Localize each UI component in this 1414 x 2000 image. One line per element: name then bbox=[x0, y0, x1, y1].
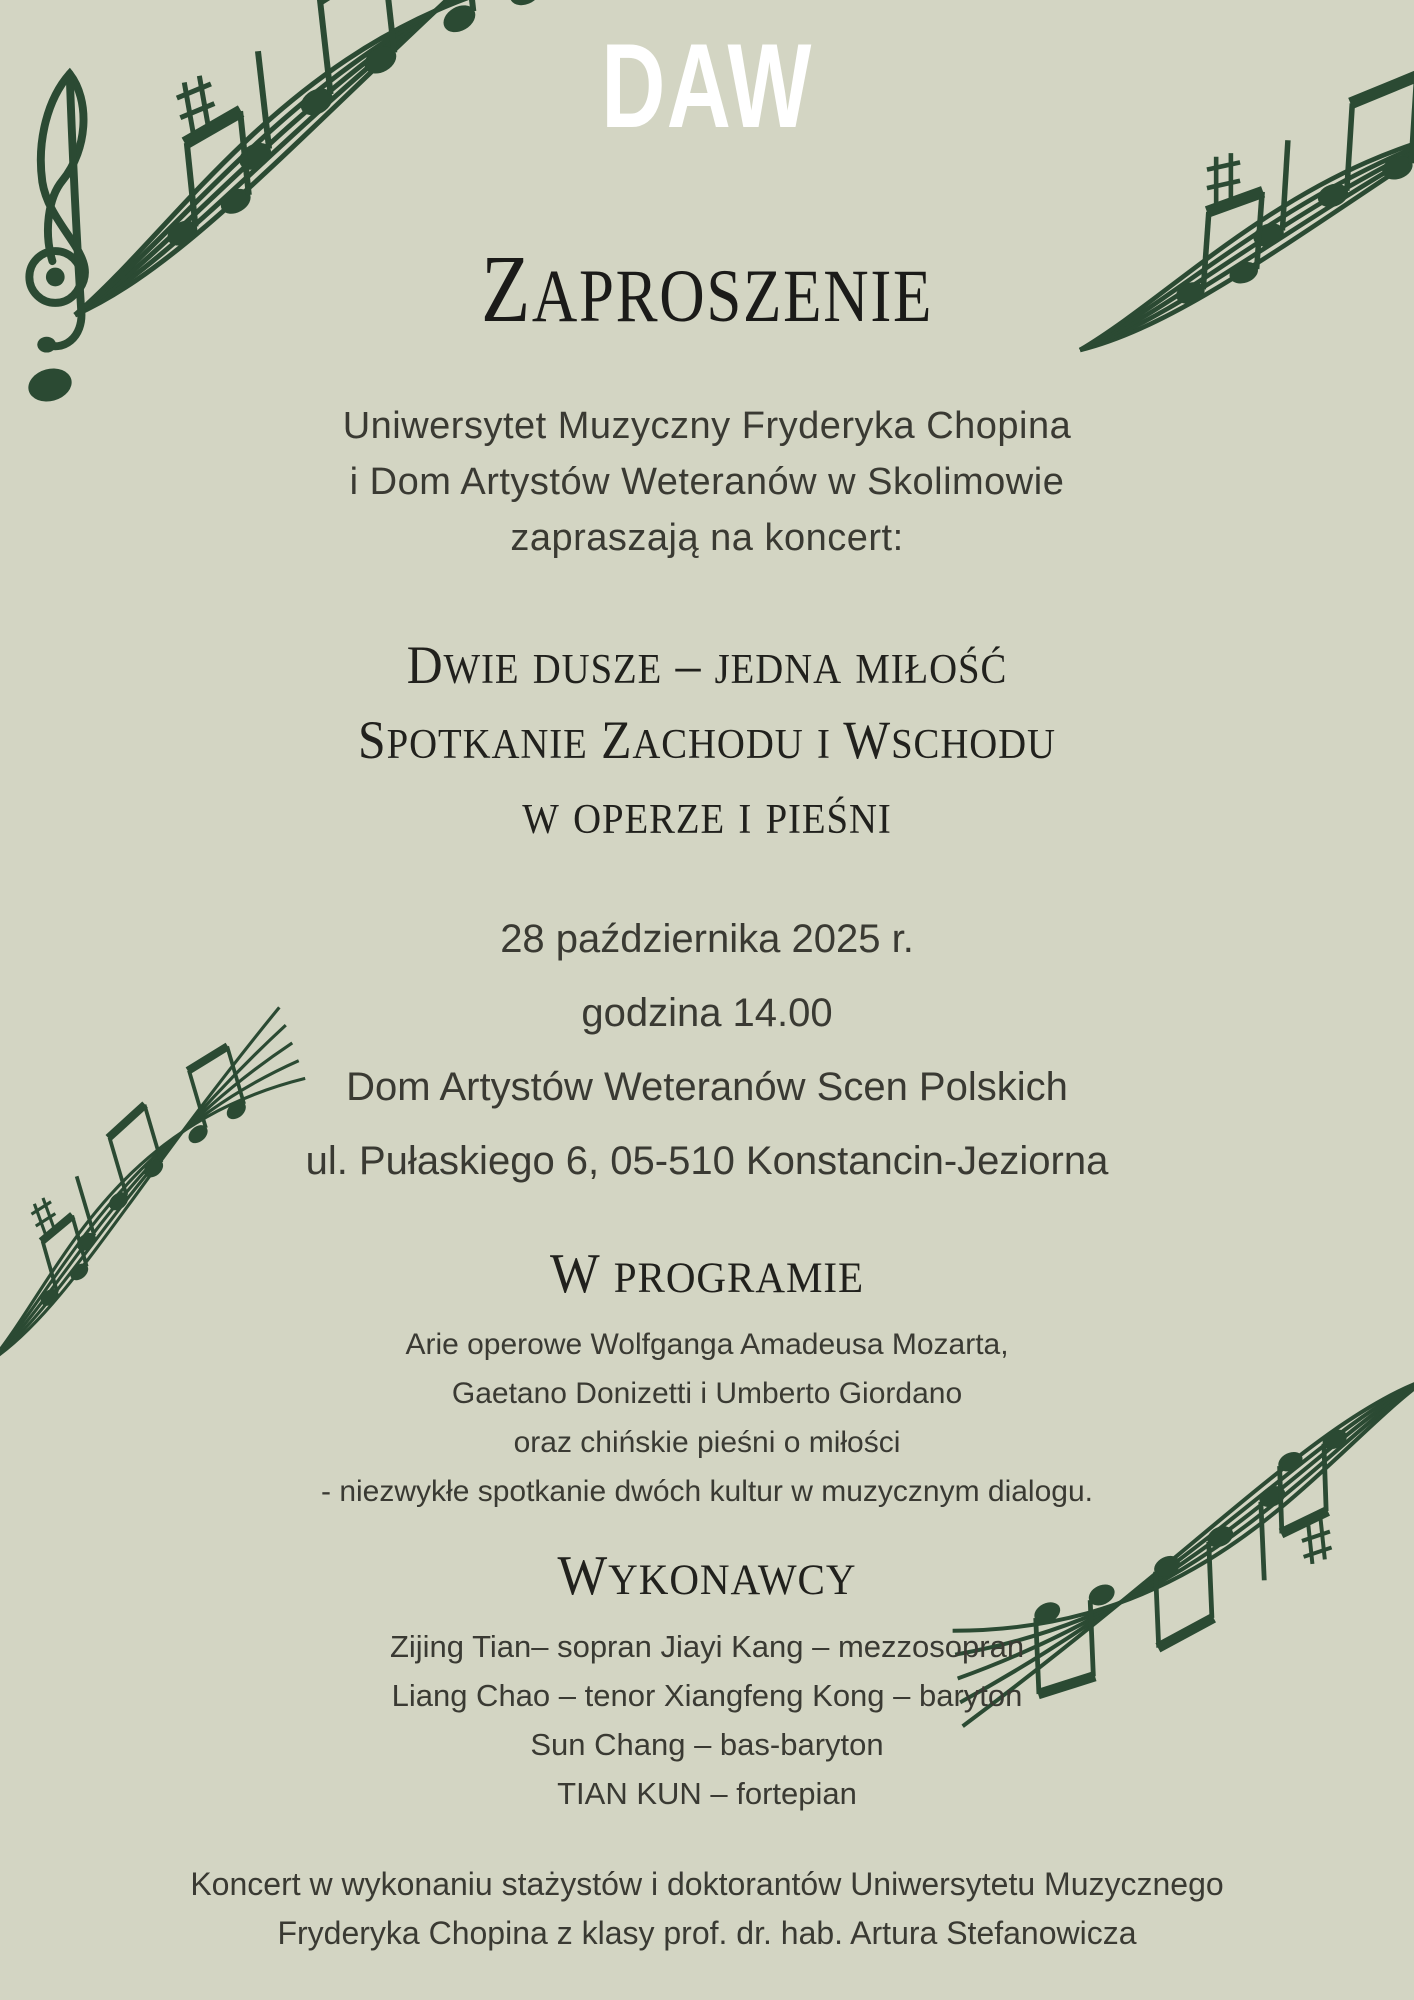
footer-line: Fryderyka Chopina z klasy prof. dr. hab. Artura Stefanowicza bbox=[277, 1915, 1137, 1951]
performer-line: Zijing Tian– sopran Jiayi Kang – mezzosopran bbox=[389, 1629, 1025, 1664]
performer-line: TIAN KUN – fortepian bbox=[557, 1776, 857, 1811]
event-title-line: DWIE DUSZE – JEDNA MIŁOŚĆ bbox=[406, 635, 1008, 695]
event-venue: Dom Artystów Weteranów Scen Polskich bbox=[346, 1065, 1068, 1109]
performers-heading: WYKONAWCY bbox=[557, 1545, 857, 1607]
event-address: ul. Pułaskiego 6, 05-510 Konstancin-Jeziorna bbox=[305, 1139, 1109, 1183]
performers-block bbox=[0, 1622, 1414, 1818]
event-title-line: SPOTKANIE ZACHODU I WSCHODU bbox=[358, 710, 1056, 770]
event-details bbox=[0, 902, 1414, 1198]
intro-block bbox=[0, 398, 1414, 566]
program-line: Gaetano Donizetti i Umberto Giordano bbox=[451, 1377, 963, 1410]
performer-line: Sun Chang – bas-baryton bbox=[530, 1727, 884, 1762]
event-title-line: W OPERZE I PIEŚNI bbox=[522, 796, 892, 843]
program-line: Arie operowe Wolfganga Amadeusa Mozarta, bbox=[405, 1328, 1009, 1361]
brand-logo: DAW bbox=[601, 19, 813, 153]
intro-line: i Dom Artystów Weteranów w Skolimowie bbox=[349, 461, 1065, 503]
event-title bbox=[57, 630, 1358, 855]
program-line: - niezwykłe spotkanie dwóch kultur w muzycznym dialogu. bbox=[321, 1475, 1093, 1508]
footer-line: Koncert w wykonaniu stażystów i doktorantów Uniwersytetu Muzycznego bbox=[190, 1866, 1224, 1902]
page-title: ZAPROSZENIE bbox=[480, 235, 934, 342]
footer-note bbox=[0, 1860, 1414, 1958]
performer-line: Liang Chao – tenor Xiangfeng Kong – baryton bbox=[391, 1678, 1023, 1713]
intro-line: zapraszają na koncert: bbox=[510, 517, 904, 559]
program-line: oraz chińskie pieśni o miłości bbox=[513, 1426, 901, 1459]
event-date: 28 października 2025 r. bbox=[500, 917, 914, 961]
program-heading: W PROGRAMIE bbox=[549, 1243, 865, 1305]
event-time: godzina 14.00 bbox=[581, 991, 833, 1035]
intro-line: Uniwersytet Muzyczny Fryderyka Chopina bbox=[342, 405, 1072, 447]
program-block bbox=[0, 1320, 1414, 1516]
